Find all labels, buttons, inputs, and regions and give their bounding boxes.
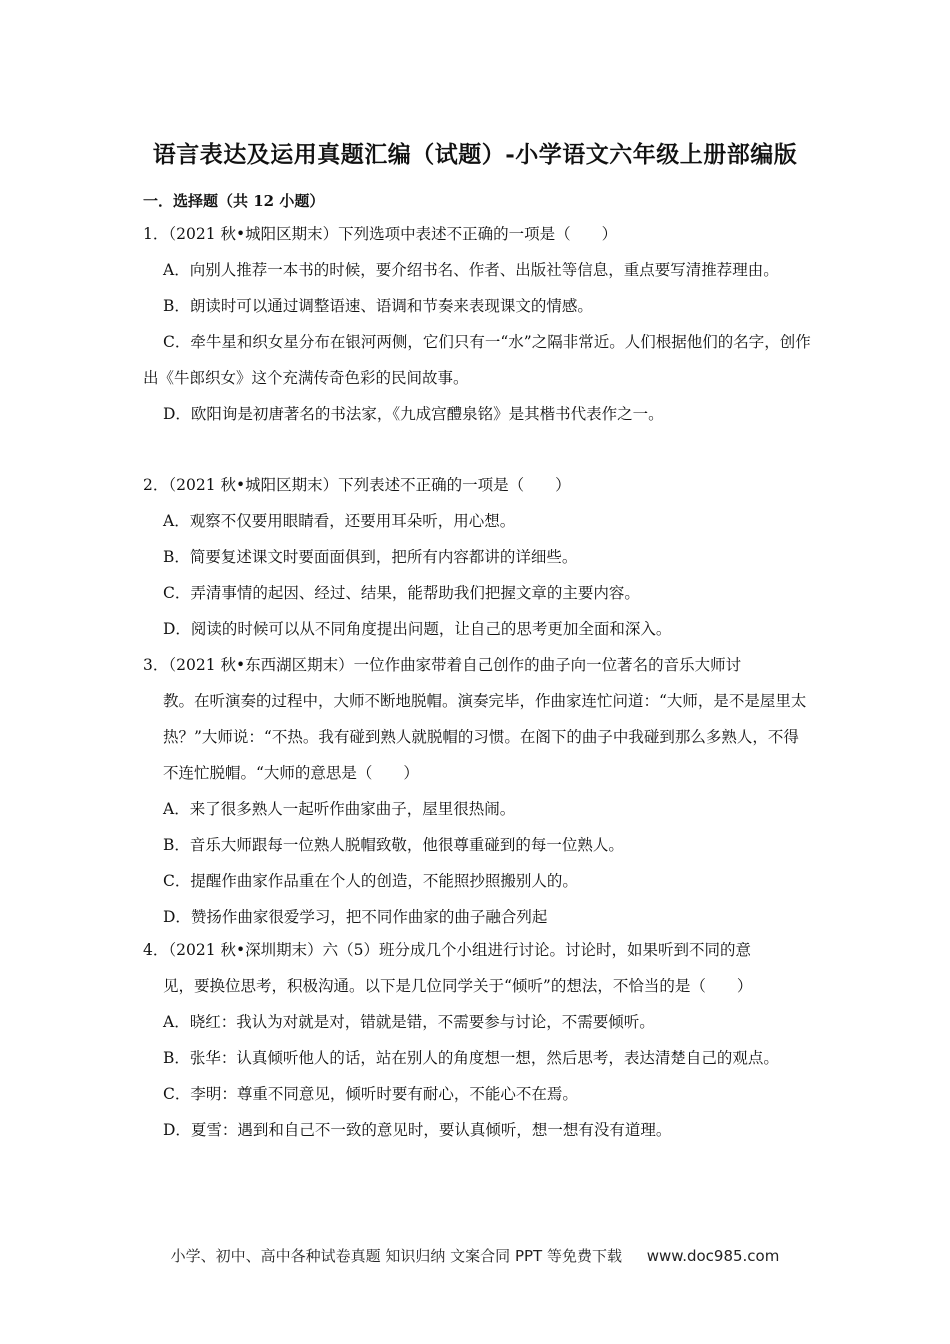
question-4 <box>143 932 813 1148</box>
question-4-option-c: C．李明：尊重不同意见，倾听时要有耐心，不能心不在焉。 <box>163 1085 578 1103</box>
question-2-stem: 2．（2021 秋•城阳区期末）下列表述不正确的一项是（ ） <box>143 476 571 494</box>
question-4-option-b: B．张华：认真倾听他人的话，站在别人的角度想一想，然后思考，表达清楚自己的观点。 <box>163 1049 779 1067</box>
question-2-option-d: D．阅读的时候可以从不同角度提出问题，让自己的思考更加全面和深入。 <box>163 620 672 638</box>
question-4-option-a: A．晓红：我认为对就是对，错就是错，不需要参与讨论，不需要倾听。 <box>163 1013 655 1031</box>
question-4-stem: 4．（2021 秋•深圳期末）六（5）班分成几个小组进行讨论。讨论时，如果听到不同的意 <box>143 941 751 959</box>
question-2 <box>143 467 813 647</box>
footer-text: 小学、初中、高中各种试卷真题 知识归纳 文案合同 PPT 等免费下载 <box>170 1247 622 1265</box>
question-4-stem-continued: 见，要换位思考，积极沟通。以下是几位同学关于“倾听”的想法，不恰当的是（ ） <box>163 977 753 995</box>
question-2-option-a: A．观察不仅要用眼睛看，还要用耳朵听，用心想。 <box>163 512 516 530</box>
question-3-stem-continued: 教。在听演奏的过程中，大师不断地脱帽。演奏完毕，作曲家连忙问道：“大师，是不是屋里太热？”大师说：“不热。我有碰到熟人就脱帽的习惯。在阁下的曲子中我碰到那么多熟人，不得不连忙脱帽。“大师的意思是（ ） <box>163 692 807 782</box>
question-3-option-c: C．提醒作曲家作品重在个人的创造，不能照抄照搬别人的。 <box>163 872 578 890</box>
question-3-stem: 3．（2021 秋•东西湖区期末）一位作曲家带着自己创作的曲子向一位著名的音乐大师讨 <box>143 656 742 674</box>
question-1-option-a: A．向别人推荐一本书的时候，要介绍书名、作者、出版社等信息，重点要写清推荐理由。 <box>163 261 779 279</box>
question-1-option-b: B．朗读时可以通过调整语速、语调和节奏来表现课文的情感。 <box>163 297 593 315</box>
footer-website-link[interactable]: www.doc985.com <box>646 1247 780 1265</box>
question-3-option-a: A．来了很多熟人一起听作曲家曲子，屋里很热闹。 <box>163 800 516 818</box>
section-heading: 一．选择题（共 12 小题） <box>143 192 325 210</box>
question-1-stem: 1．（2021 秋•城阳区期末）下列选项中表述不正确的一项是（ ） <box>143 225 618 243</box>
question-3-option-d: D．赞扬作曲家很爱学习，把不同作曲家的曲子融合列起 <box>163 908 548 926</box>
question-3-option-b: B．音乐大师跟每一位熟人脱帽致敬，他很尊重碰到的每一位熟人。 <box>163 836 624 854</box>
question-2-option-c: C．弄清事情的起因、经过、结果，能帮助我们把握文章的主要内容。 <box>163 584 640 602</box>
question-1 <box>143 216 813 432</box>
page-title: 语言表达及运用真题汇编（试题）-小学语文六年级上册部编版 <box>152 141 798 168</box>
question-3 <box>143 647 813 935</box>
question-4-option-d: D．夏雪：遇到和自己不一致的意见时，要认真倾听，想一想有没有道理。 <box>163 1121 672 1139</box>
question-1-option-c: C．牵牛星和织女星分布在银河两侧，它们只有一“水”之隔非常近。人们根据他们的名字，创作出《牛郎织女》这个充满传奇色彩的民间故事。 <box>143 333 811 387</box>
question-2-option-b: B．简要复述课文时要面面俱到，把所有内容都讲的详细些。 <box>163 548 578 566</box>
page-footer <box>0 1245 950 1266</box>
question-1-option-d: D．欧阳询是初唐著名的书法家，《九成宫醴泉铭》是其楷书代表作之一。 <box>163 405 664 423</box>
